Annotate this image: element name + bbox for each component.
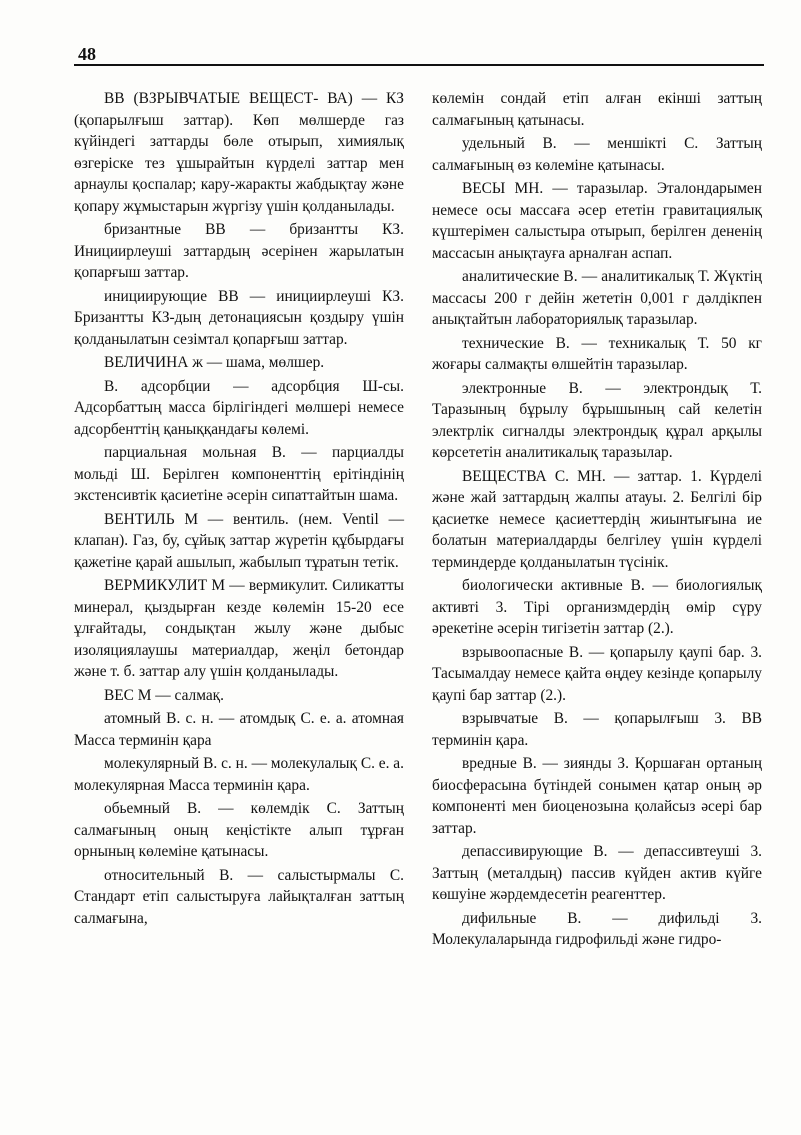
entry-otnositelny: относительный В. — салыстырмалы С. Стандарт етіп салыстыруға лайықталған заттың салмағына, <box>74 866 404 927</box>
entry-adsorbtsii: В. адсорбции — адсорбция Ш-сы. Адсорбаттың масса бірлігіндегі мөлшері немесе адсорбенттің қаныққандағы көлемі. <box>74 377 404 438</box>
entry-atomny: атомный В. с. н. — атомдық С. е. а. атомная Масса терминін қара <box>74 710 404 749</box>
entry-continued: көлемін сондай етіп алған екінші заттың салмағының қатынасы. <box>432 90 762 129</box>
entry-vv: ВВ (ВЗРЫВЧАТЫЕ ВЕЩЕСТ- ВА) — КЗ (қопарылғыш заттар). Көп мөлшерде газ күйіндегі заттарды бөле отырып, химиялық өзгеріске тез ұшырайтын күрделі заттар мен арнаулы қоспалар; кару-жаракты жабдықтау және қопару жұмыстарын жүргізу үшін қолданылады. <box>74 90 404 215</box>
right-column <box>432 88 762 953</box>
header-rule <box>74 64 764 66</box>
entry-ventil: ВЕНТИЛЬ М — вентиль. (нем. Ventil — клапан). Газ, бу, сұйық заттар жүретін құбырдағы қажетіне қарай ашылып, жабылып тұратын тетік. <box>74 510 404 571</box>
entry-biologicheski: биологически активные В. — биологиялық активті 3. Тірі организмдердің өмір сүру әрекетіне әсерін тигізетін заттар (2.). <box>432 577 762 637</box>
entry-vzryvchatye: взрывчатые В. — қопарылғыш 3. ВВ терминін қара. <box>432 710 762 749</box>
entry-elektronnye: электронные В. — электрондық Т. Таразының бұрылу бұрышының сай келетін электрлік сигналды электрондық құрал арқылы көрсететін аналитикалық таразылар. <box>432 379 762 461</box>
entry-velichina: ВЕЛИЧИНА ж — шама, мөлшер. <box>104 354 325 371</box>
entry-molekulyarny: молекулярный В. с. н. — молекулалық С. е. а. молекулярная Масса терминін қара. <box>74 755 404 794</box>
page-number: 48 <box>78 44 96 64</box>
entry-initsiir: инициирующие ВВ — инициирлеуші КЗ. Бризантты КЗ-дың детонациясын қоздыру үшін қолданылатын сезімтал қопарғыш заттар. <box>74 287 404 348</box>
entry-vermikulit: ВЕРМИКУЛИТ М — вермикулит. Силикатты минерал, қыздырған кезде көлемін 15-20 есе ұлғайтады, сондықтан жылу және дыбыс изоляциялаушы материалдар, жеңіл бетондар және т. б. заттар алу үшін қолданылады. <box>74 577 404 680</box>
entry-ves: ВЕС М — салмақ. <box>104 686 225 704</box>
entry-partsialnaya: парциальная мольная В. — парциалды мольді Ш. Берілген компоненттің ерітіндінің экстенсивтік қасиетіне әсерін сипаттайтын шама. <box>74 444 404 504</box>
entry-obemny: обьемный В. — көлемдік С. Заттың салмағының оның кеңістікте алып тұрған орнының көлеміне қатынасы. <box>74 800 404 860</box>
entry-udelny: удельный В. — меншікті С. Заттың салмағының өз көлеміне қатынасы. <box>432 135 762 174</box>
entry-brizant: бризантные ВВ — бризантты КЗ. Инициирлеуші заттардың әсерінен жарылатын қопарғыш заттар. <box>74 221 404 281</box>
entry-veshchestva: ВЕЩЕСТВА С. МН. — заттар. 1. Күрделі және жай заттардың жалпы атауы. 2. Белгілі бір қасиетке немесе қасиеттердің жиынтығына ие болатын материалдарды белгілеу үшін күрделі терминдерде қолданылатын түсінік. <box>432 467 762 571</box>
entry-depassiviruyushchie: депассивирующие В. — депассивтеуші 3. Заттың (металдың) пассив күйден актив күйге көшуіне жәрдемдесетін реагенттер. <box>432 843 762 903</box>
entry-difilnye: дифильные В. — дифильді 3. Молекулаларында гидрофильді және гидро- <box>432 909 762 948</box>
entry-vrednye: вредные В. — зиянды З. Қоршаған ортаның биосферасына бүтіндей сонымен қатар оның әр компоненті мен биоценозына қолайсыз әсері бар заттар. <box>432 755 762 837</box>
entry-tekhnicheskie: технические В. — техникалық Т. 50 кг жоғары салмақты өлшейтін таразылар. <box>432 334 762 373</box>
entry-vesy: ВЕСЫ МН. — таразылар. Эталондарымен немесе осы массаға әсер ететін гравитациялық күштерімен салыстыра отырып, берілген дененің массасын анықтауға арналған аспап. <box>432 180 762 262</box>
entry-analiticheskie: аналитические В. — аналитикалық Т. Жүктің массасы 200 г дейін жететін 0,001 г дәлдікпен анықтайтын лабораториялық таразылар. <box>432 268 762 328</box>
left-column <box>74 88 404 931</box>
entry-vzryvoopasnye: взрывоопасные В. — қопарылу қаупі бар. 3. Тасымалдау немесе қайта өңдеу кезінде қопарылу қаупі бар заттар (2.). <box>432 643 762 704</box>
